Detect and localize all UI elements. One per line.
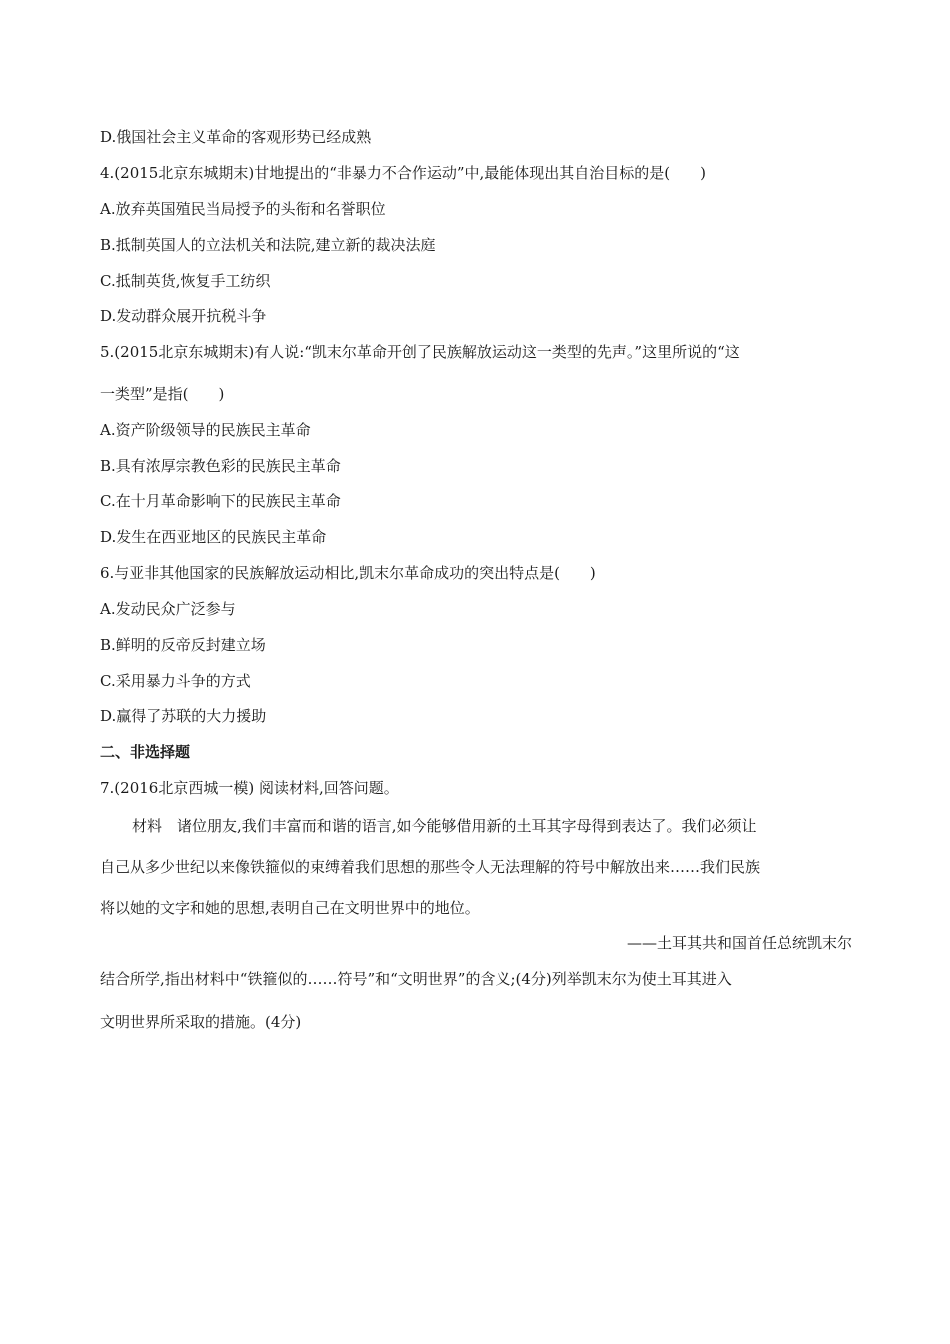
q6-stem: 6.与亚非其他国家的民族解放运动相比,凯末尔革命成功的突出特点是( ) [100,564,596,582]
q7-material-line3: 将以她的文字和她的思想,表明自己在文明世界中的地位。 [100,899,480,917]
q5-option-a: A.资产阶级领导的民族民主革命 [100,421,311,439]
section-heading-non-choice: 二、非选择题 [100,743,191,761]
q4-option-a: A.放弃英国殖民当局授予的头衔和名誉职位 [100,200,386,218]
q4-option-d: D.发动群众展开抗税斗争 [100,307,267,325]
q5-option-b: B.具有浓厚宗教色彩的民族民主革命 [100,457,341,475]
q4-option-b: B.抵制英国人的立法机关和法院,建立新的裁决法庭 [100,236,436,254]
q7-question-line2: 文明世界所采取的措施。(4分) [100,1013,302,1031]
q6-option-b: B.鲜明的反帝反封建立场 [100,636,266,654]
q7-question-line1: 结合所学,指出材料中“铁箍似的……符号”和“文明世界”的含义;(4分)列举凯末尔为使土耳其进入 [100,970,732,988]
q7-stem: 7.(2016北京西城一模) 阅读材料,回答问题。 [100,779,399,797]
q6-option-a: A.发动民众广泛参与 [100,600,236,618]
q5-stem-line1: 5.(2015北京东城期末)有人说:“凯末尔革命开创了民族解放运动这一类型的先声。”这里所说的“这 [100,343,740,361]
q7-material-line1: 材料 诸位朋友,我们丰富而和谐的语言,如今能够借用新的土耳其字母得到表达了。我们必须让 [132,817,757,835]
q5-option-c: C.在十月革命影响下的民族民主革命 [100,492,341,510]
q7-material-line2: 自己从多少世纪以来像铁箍似的束缚着我们思想的那些令人无法理解的符号中解放出来……我们民族 [100,858,761,876]
q6-option-d: D.赢得了苏联的大力援助 [100,707,267,725]
q3-option-d: D.俄国社会主义革命的客观形势已经成熟 [100,128,372,146]
q5-option-d: D.发生在西亚地区的民族民主革命 [100,528,327,546]
q5-stem-line2: 一类型”是指( ) [100,385,225,403]
q7-attribution: ——土耳其共和国首任总统凯末尔 [626,934,852,952]
q4-stem: 4.(2015北京东城期末)甘地提出的“非暴力不合作运动”中,最能体现出其自治目标的是( ) [100,164,707,182]
q6-option-c: C.采用暴力斗争的方式 [100,672,251,690]
q4-option-c: C.抵制英货,恢复手工纺织 [100,272,271,290]
